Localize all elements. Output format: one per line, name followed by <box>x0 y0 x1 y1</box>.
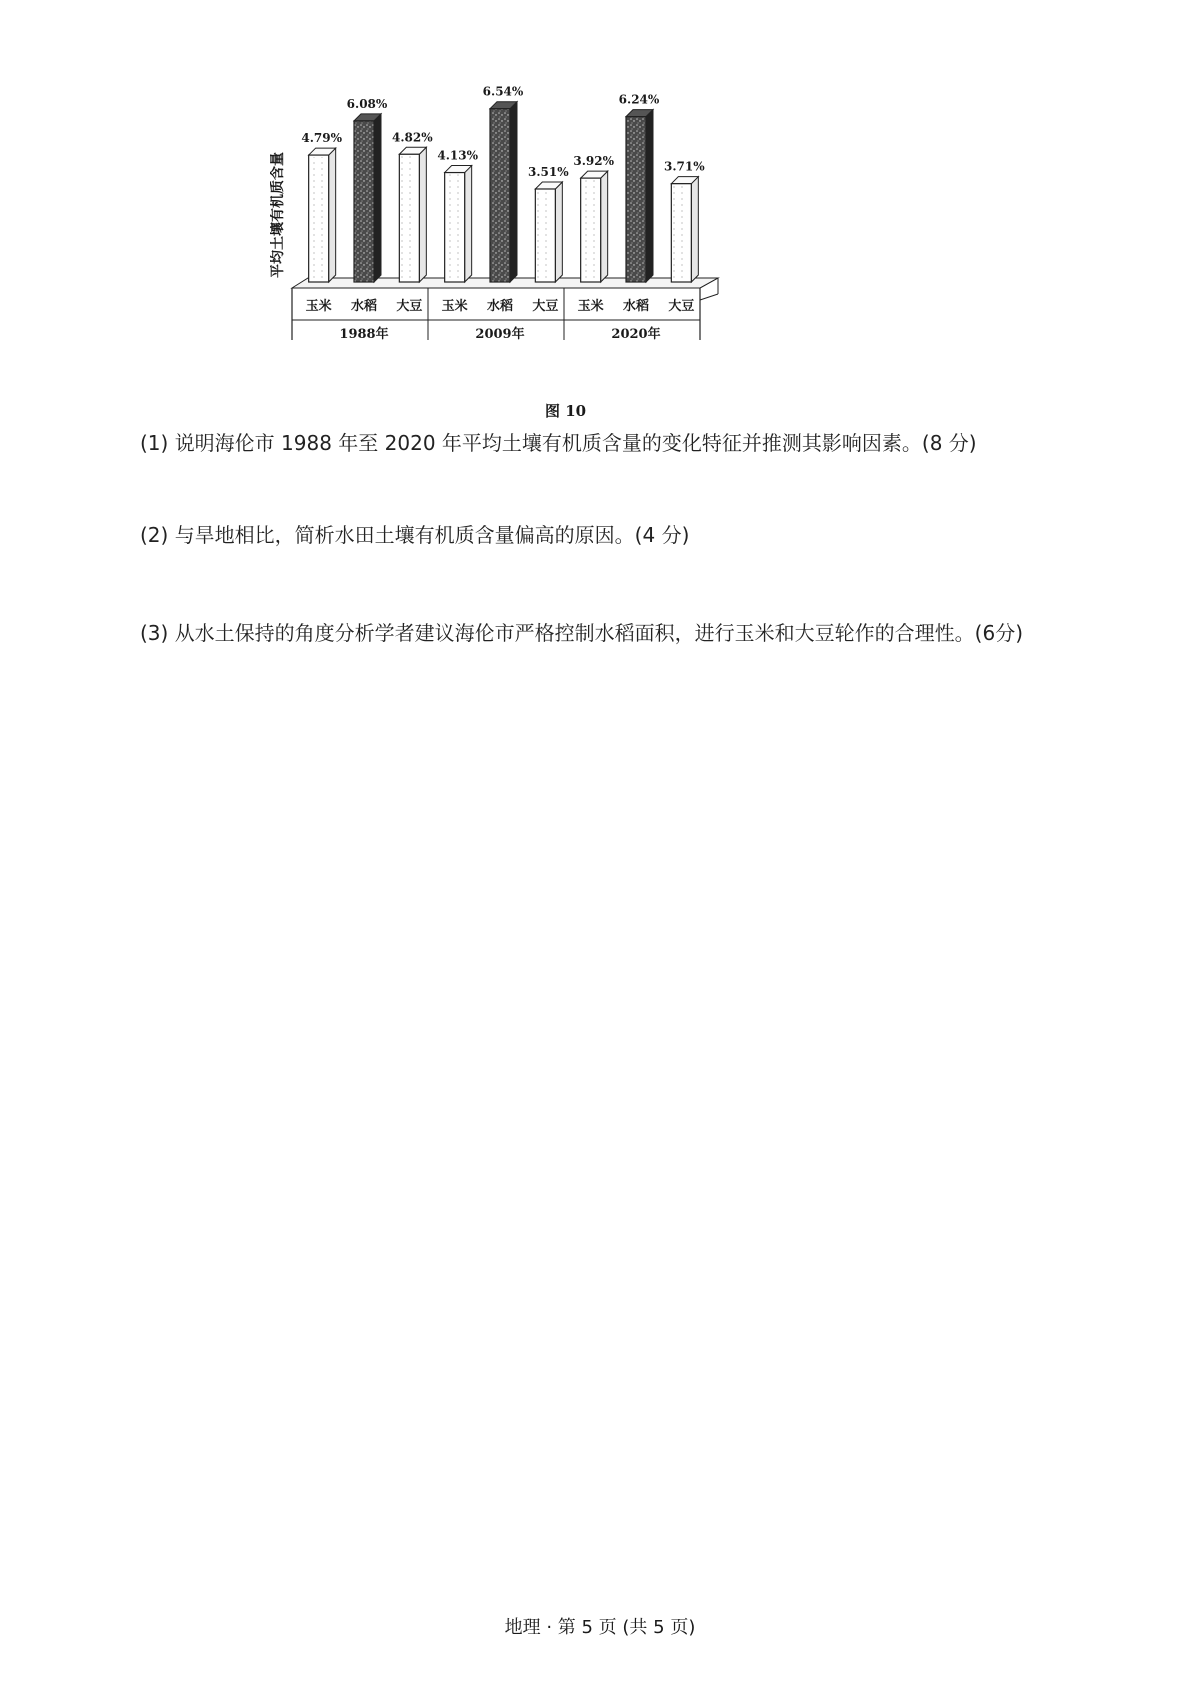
y-axis-label: 平均土壤有机质含量 <box>270 152 286 278</box>
bar-玉米-2009年 <box>445 166 472 282</box>
category-tick-label: 水稻 <box>622 299 650 314</box>
page-footer: 地理 · 第 5 页 (共 5 页) <box>504 1617 696 1638</box>
group-tick-label: 2020年 <box>611 327 661 342</box>
bar-玉米-2020年 <box>581 171 608 282</box>
question-2: (2) 与旱地相比，简析水田土壤有机质含量偏高的原因。(4 分) <box>140 523 690 547</box>
category-tick-label: 玉米 <box>441 299 468 314</box>
question-3: (3) 从水土保持的角度分析学者建议海伦市严格控制水稻面积，进行玉米和大豆轮作的合理性。(6分) <box>140 621 1024 645</box>
data-label: 6.08% <box>346 96 388 111</box>
bar-水稻-1988年 <box>354 114 381 282</box>
data-label: 3.71% <box>664 159 705 174</box>
category-tick-label: 玉米 <box>305 299 332 314</box>
bar-大豆-2020年 <box>671 177 698 282</box>
figure-caption: 图 10 <box>545 402 587 420</box>
category-tick-label: 大豆 <box>532 299 559 314</box>
category-tick-label: 玉米 <box>577 299 604 314</box>
bar-玉米-1988年 <box>309 148 336 282</box>
group-tick-label: 1988年 <box>339 327 389 342</box>
data-label: 4.13% <box>437 148 478 163</box>
bar-大豆-2009年 <box>535 182 562 282</box>
soil-organic-matter-bar-chart <box>270 70 790 400</box>
bar-大豆-1988年 <box>399 147 426 282</box>
category-tick-label: 大豆 <box>396 299 423 314</box>
data-label: 4.82% <box>392 130 433 145</box>
data-label: 4.79% <box>301 131 342 146</box>
category-tick-label: 水稻 <box>350 299 378 314</box>
data-label: 3.92% <box>573 154 614 169</box>
data-label: 6.54% <box>482 84 524 99</box>
question-1: (1) 说明海伦市 1988 年至 2020 年平均土壤有机质含量的变化特征并推测其影响因素。(8 分) <box>140 431 977 455</box>
category-tick-label: 水稻 <box>486 299 514 314</box>
data-label: 6.24% <box>618 92 660 107</box>
data-label: 3.51% <box>528 164 569 179</box>
bar-水稻-2009年 <box>490 102 517 282</box>
group-tick-label: 2009年 <box>475 327 525 342</box>
category-tick-label: 大豆 <box>668 299 695 314</box>
bar-水稻-2020年 <box>626 110 653 282</box>
